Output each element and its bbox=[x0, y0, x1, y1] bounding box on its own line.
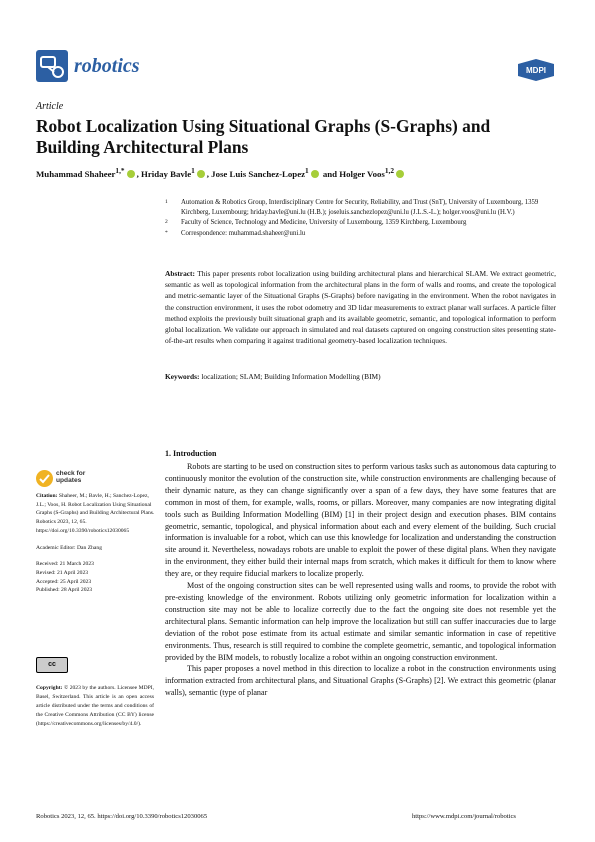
section-heading: 1. Introduction bbox=[165, 449, 217, 458]
author-sup: 1 bbox=[305, 166, 309, 175]
author-sup: 1,2 bbox=[384, 166, 394, 175]
footer-url[interactable]: https://www.mdpi.com/journal/robotics bbox=[412, 813, 516, 820]
abstract-label: Abstract: bbox=[165, 269, 195, 278]
orcid-icon[interactable] bbox=[197, 170, 205, 178]
affiliation-item: 1 Automation & Robotics Group, Interdisciplinary Centre for Security, Reliability, and Trust (SnT), University of Luxembourg, 1359 Kirchberg, Luxembourg; hriday.bavle@uni.lu (H.B.); joseluis.sanchezlopez@uni.lu (J.L.S.-L.); holger.voos@uni.lu (H.V.) bbox=[165, 199, 539, 217]
footer-citation: Robotics 2023, 12, 65. https://doi.org/10.3390/robotics12030065 bbox=[36, 813, 208, 820]
copyright: Copyright: © 2023 by the authors. Licensee MDPI, Basel, Switzerland. This article is an open access article distributed under the terms and conditions of the Creative Commons Attribution (CC BY) license (https://creativecommons.org/licenses/by/4.0/). bbox=[36, 685, 154, 727]
orcid-icon[interactable] bbox=[396, 170, 404, 178]
affiliations bbox=[165, 198, 555, 239]
keywords-label: Keywords: bbox=[165, 372, 200, 381]
author-name[interactable]: Muhammad Shaheer bbox=[36, 168, 116, 179]
check-updates-button[interactable]: check for updates bbox=[56, 470, 86, 484]
author-name[interactable]: Jose Luis Sanchez-Lopez bbox=[211, 168, 306, 179]
paragraph: Most of the ongoing construction sites can be well represented using walls and rooms, to provide the robot with pre-existing knowledge of the environment. Robots utilizing only geometric information for localization within a construction site may not be able to localize correctly due to the fact the ongoing site does not resemble yet the architectural plans. Semantic information can help improve the localization but still can suffer inaccuracies due to large deviation of the robot pose estimate from its actual estimate and similar semantic information in case of repetitive environments. Thus, research is still required to combine the complete geometric, semantic, and topological information provided by the BIM models, to robustly localize a robot within an ongoing construction environment. bbox=[165, 581, 556, 662]
paragraph: This paper proposes a novel method in this direction to localize a robot in the construction environments using information extracted from architectural plans, and Situational Graphs (S-Graphs) [2]. We extract this geometric (planar walls), semantic (type of planar bbox=[165, 664, 556, 698]
keywords-text: localization; SLAM; Building Information Modelling (BIM) bbox=[201, 372, 381, 381]
affiliation-item: 2 Faculty of Science, Technology and Medicine, University of Luxembourg, 1359 Kirchberg, Luxembourg bbox=[165, 219, 467, 227]
author-list: Muhammad Shaheer$^{1,*}$ , Hriday Bavle$^1$ , Jose Luis Sanchez-Lopez$^1$ and Holger Voos$^{1,2}$ bbox=[36, 166, 556, 179]
paper-title: Robot Localization Using Situational Graphs (S-Graphs) and Building Architectural Plans bbox=[36, 116, 491, 157]
cc-license-icon[interactable]: cc bbox=[36, 657, 68, 673]
keywords bbox=[165, 372, 556, 381]
article-type: Article bbox=[36, 101, 64, 112]
abstract bbox=[165, 268, 556, 346]
journal-logo-icon bbox=[36, 50, 68, 82]
paragraph: Robots are starting to be used on construction sites to perform various tasks such as autonomous data capturing to continuously monitor the evolution of the construction site, while construction environments are challenging because of their dynamic nature, as they can change significantly over a span of a few days, they have some features that are common in most of them, for example, walls, rooms, or pillars. Moreover, many companies are now integrating digital tools such as Building Information Modelling (BIM) [1] in their project design and execution phases. BIM contains geometric, semantic, topological, and physical information about each and every element of the building. Such crucial information is invaluable for a robot, which can use this knowledge for localization and understanding the construction site around it. Nevertheless, nowadays robots are unable to exploit the power of these digital plans. When they navigate in the environment, they either build their internal maps from scratch, which makes it difficult for them to know where they are, or they require fiducial markers to localize properly. bbox=[165, 462, 556, 579]
author-name[interactable]: Holger Voos bbox=[339, 168, 385, 179]
dates: Received: 21 March 2023 Revised: 21 April 2023 Accepted: 25 April 2023 Published: 28 April 2023 bbox=[36, 561, 94, 594]
check-updates-icon[interactable] bbox=[36, 470, 53, 487]
mdpi-logo-icon bbox=[516, 58, 556, 82]
author-name[interactable]: Hriday Bavle bbox=[141, 168, 192, 179]
intro-body bbox=[165, 461, 556, 699]
journal-name: robotics bbox=[74, 55, 140, 77]
affiliation-item: * Correspondence: muhammad.shaheer@uni.lu bbox=[165, 229, 306, 237]
orcid-icon[interactable] bbox=[311, 170, 319, 178]
abstract-text: This paper presents robot localization using building architectural plans and hierarchical SLAM. We extract geometric, semantic as well as topological information from the architectural plans in the form of walls and rooms, and create the topological and metric-semantic layer of the Situational Graphs (S-Graphs) before navigating in the environment. When the robot navigates in the construction environment, it uses the robot odometry and 3D lidar measurements to extract planar wall surfaces. A particle filter method exploits the previously built situational graph and its available geometric, semantic, and topological information to perform global localization. We validate our approach in simulated and real datasets captured on ongoing construction sites presenting state-of-the-art results when comparing it against traditional geometry-based localization techniques. bbox=[165, 269, 556, 346]
mdpi-label: MDPI bbox=[526, 66, 546, 75]
citation: Citation: Shaheer, M.; Bavle, H.; Sanchez-Lopez, J.L.; Voos, H. Robot Localization Using Situational Graphs (S-Graphs) and Building Architectural Plans. Robotics 2023, 12, 65. https://doi.org/10.3390/robotics12030065 bbox=[36, 493, 155, 534]
author-sup: 1,* bbox=[115, 166, 125, 175]
author-sup: 1 bbox=[191, 166, 195, 175]
academic-editor: Academic Editor: Dan Zhang bbox=[36, 544, 103, 551]
sidebar bbox=[36, 492, 156, 603]
orcid-icon[interactable] bbox=[127, 170, 135, 178]
